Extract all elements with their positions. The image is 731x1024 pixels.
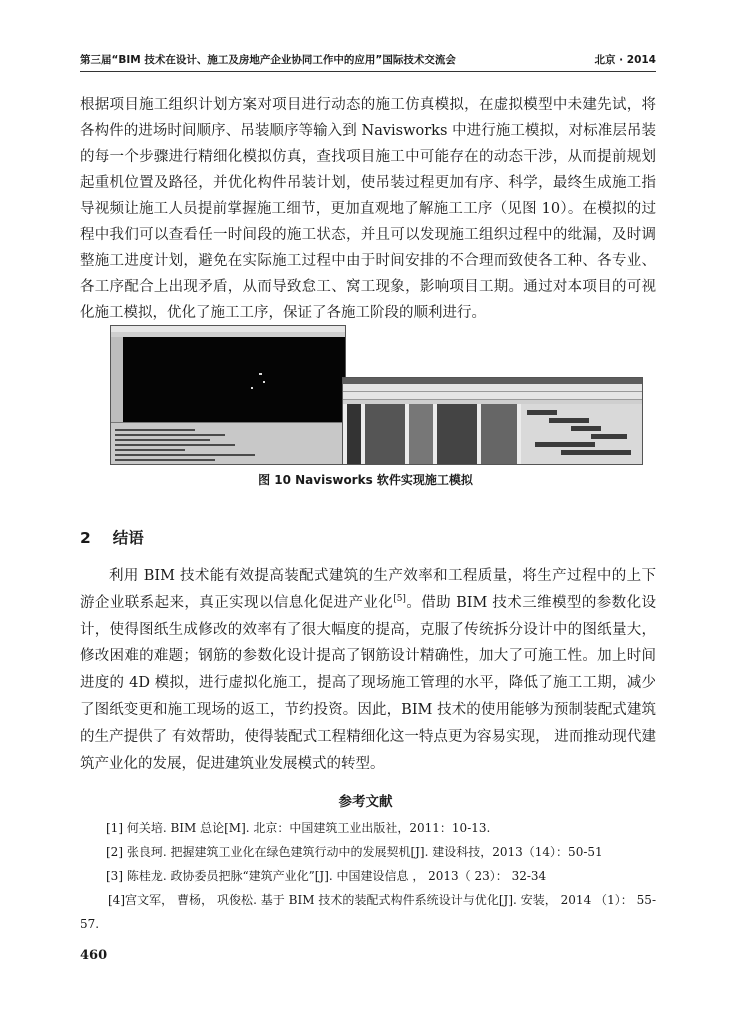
timeline-row [115,429,195,431]
gantt-bar [561,450,631,455]
gantt-bar [527,410,557,415]
screenshot-task-grid [343,404,643,465]
running-header [80,52,656,70]
timeline-row [115,444,235,446]
viewport-model-point [251,387,253,389]
navisworks-3d-view-screenshot [110,325,346,465]
grid-column [365,404,405,465]
grid-column [481,404,517,465]
section-title: 结语 [112,529,144,547]
screenshot-toolbar [343,384,642,392]
grid-column [347,404,361,465]
screenshot-viewport [123,337,345,422]
gantt-bar [549,418,589,423]
references-title: 参考文献 [338,794,393,810]
citation-link[interactable]: [5] [393,593,406,604]
header-location-year: 北京 · 2014 [594,54,656,66]
figure-caption: 图 10 Navisworks 软件实现施工模拟 [258,473,473,487]
reference-item: [2] 张良珂. 把握建筑工业化在绿色建筑行动中的发展契机[J]. 建设科技，2013（14）：50-51 [106,845,603,859]
body-paragraph-1: 根据项目施工组织计划方案对项目进行动态的施工仿真模拟，在虚拟模型中未建先试，将各构件的进场时间顺序、吊装顺序等输入到 Navisworks 中进行施工模拟，对标准层吊装的每一个步骤进行精细化模拟仿真，查找项目施工中可能存在的动态干涉，从而提前规划起重机位置及路径，并优化构件吊装计划，使吊装过程更加有序、科学，最终生成施工指导视频让施工人员提前掌握施工细节，更加直观地了解施工工序（见图 10）。在模拟的过程中我们可以查看任一时间段的施工状态，并且可以发现施工组织过程中的纰漏，及时调整施工进度计划，避免在实际施工过程中由于时间安排的不合理而致使各工种、各专业、各工序配合上出现矛盾，从而导致怠工、窝工现象，影响项目工期。通过对本项目的可视化施工模拟，优化了施工工序，保证了各施工阶段的顺利进行。 [80,97,656,321]
viewport-model-point [263,381,265,383]
reference-item: [1] 何关培. BIM 总论[M]. 北京：中国建筑工业出版社，2011：10-13. [106,821,491,835]
gantt-chart-area [521,404,642,465]
gantt-bar [591,434,627,439]
paragraph-text-part: 利用 BIM 技术能有效提高装配式建筑的生产效率和工程质量，将生产过程中的上下游企业联系起来，真正实现以信息化促进产业化 [80,568,656,611]
timeline-row [115,439,210,441]
body-paragraph-2 [80,563,656,777]
screenshot-toolbar [343,392,642,400]
screenshot-side-panel [111,337,123,422]
header-conference-title: 第三届“BIM 技术在设计、施工及房地产企业协同工作中的应用”国际技术交流会 [80,54,456,66]
references-list [80,816,656,936]
grid-column [409,404,433,465]
viewport-model-point [259,373,262,375]
page-number: 460 [80,948,108,963]
reference-item: [4]宫文军， 曹杨， 巩俊松. 基于 BIM 技术的装配式构件系统设计与优化[J]. 安装， 2014 （1）： 55-57. [80,893,656,931]
section-heading [80,526,144,548]
navisworks-timeliner-screenshot [342,377,643,465]
header-divider [80,71,656,72]
timeline-row [115,454,255,456]
timeline-row [115,459,215,461]
paragraph-text-part: 。借助 BIM 技术三维模型的参数化设计，使得图纸生成修改的效率有了很大幅度的提高，克服了传统拆分设计中的图纸量大，修改困难的难题；钢筋的参数化设计提高了钢筋设计精确性，加大了可施工性。加上时间进度的 4D 模拟，进行虚拟化施工，提高了现场施工管理的水平，降低了施工工期，减少了图纸变更和施工现场的返工，节约投资。因此，BIM 技术的使用能够为预制装配式建筑的生产提供了 有效帮助，使得装配式工程精细化这一特点更为容易实现， 进而推动现代建筑产业化的发展，促进建筑业发展模式的转型。 [80,594,656,772]
section-number: 2 [80,529,91,547]
timeline-row [115,449,185,451]
grid-column [437,404,477,465]
timeline-row [115,434,225,436]
reference-item: [3] 陈桂龙. 政协委员把脉“建筑产业化”[J]. 中国建设信息 ， 2013（ 23）： 32-34 [106,869,547,883]
gantt-bar [571,426,601,431]
gantt-bar [535,442,595,447]
screenshot-timeline-panel [111,422,346,465]
figure-10 [110,325,643,465]
